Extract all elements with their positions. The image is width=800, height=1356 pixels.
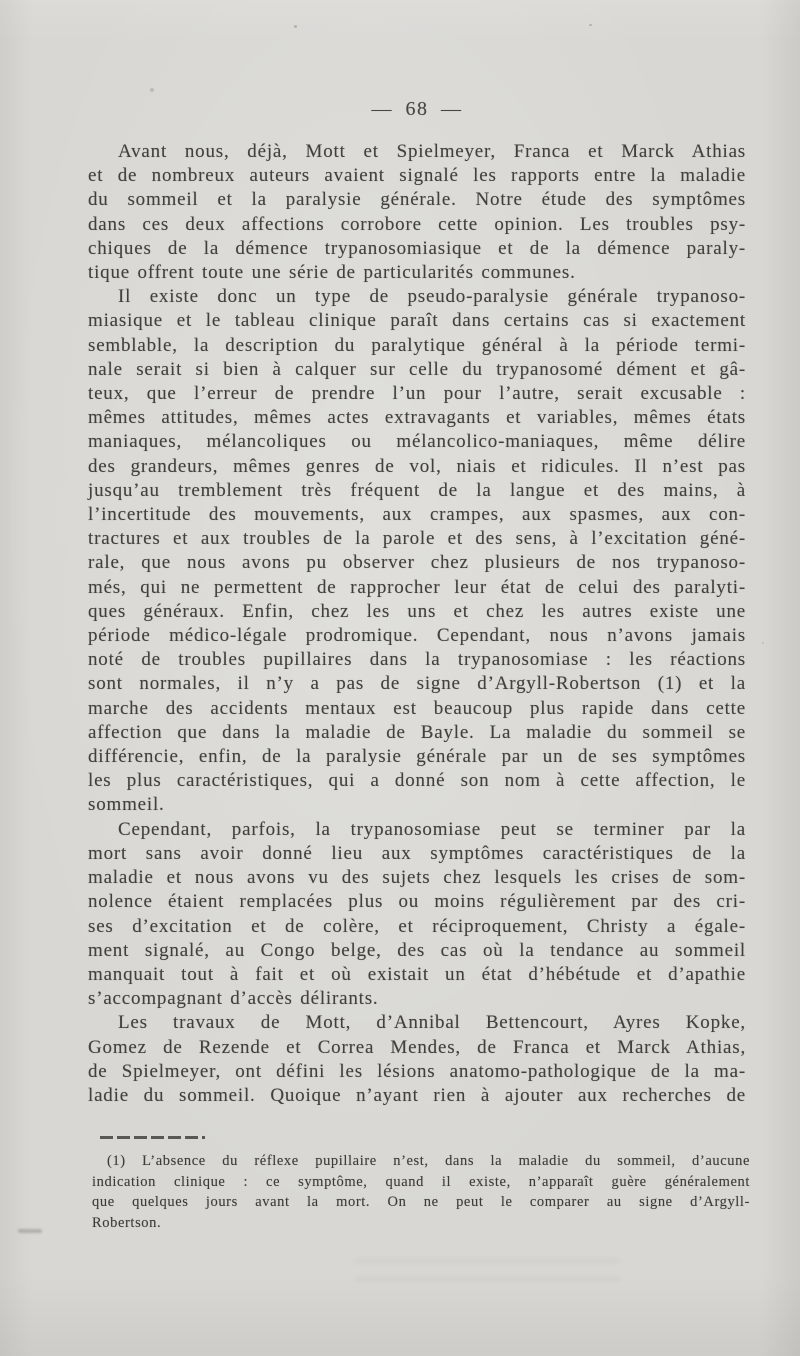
text-line: ment signalé, au Congo belge, des cas où la tendance au sommeil bbox=[88, 939, 746, 961]
text-line: marche des accidents mentaux est beaucoup plus rapide dans cette bbox=[88, 697, 746, 719]
text-line: affection que dans la maladie de Bayle. La maladie du sommeil se bbox=[88, 721, 746, 743]
text-line: tique offrent toute une série de particularités communes. bbox=[88, 262, 576, 284]
paragraph bbox=[88, 140, 746, 285]
text-line: des grandeurs, mêmes genres de vol, niais et ridicules. Il n’est pas bbox=[88, 455, 746, 477]
text-line: maniaques, mélancoliques ou mélancolico-maniaques, même délire bbox=[88, 431, 746, 453]
text-line: du sommeil et la paralysie générale. Notre étude des symptômes bbox=[88, 189, 746, 211]
text-line: ques généraux. Enfin, chez les uns et chez les autres existe une bbox=[88, 600, 746, 622]
text-line: jusqu’au tremblement très fréquent de la langue et des mains, à bbox=[88, 479, 746, 501]
text-line: tractures et aux troubles de la parole et des sens, à l’excitation géné- bbox=[88, 528, 746, 550]
text-line: maladie et nous avons vu des sujets chez lesquels les crises de som- bbox=[88, 867, 746, 889]
text-line: période médico-légale prodromique. Cependant, nous n’avons jamais bbox=[88, 625, 746, 647]
text-line: Cependant, parfois, la trypanosomiase peut se terminer par la bbox=[118, 818, 746, 840]
text-line: ladie du sommeil. Quoique n’ayant rien à ajouter aux recherches de bbox=[88, 1084, 746, 1106]
text-line: nolence étaient remplacées plus ou moins régulièrement par des cri- bbox=[88, 891, 746, 913]
scan-artifact bbox=[294, 25, 297, 28]
text-line: Avant nous, déjà, Mott et Spielmeyer, Franca et Marck Athias bbox=[118, 141, 746, 162]
text-line: sommeil. bbox=[88, 794, 165, 816]
scan-artifact bbox=[150, 88, 154, 92]
text-line: différencie, enfin, de la paralysie générale par un de ses symptômes bbox=[88, 746, 746, 768]
main-text bbox=[88, 140, 746, 1108]
scan-artifact bbox=[18, 1229, 42, 1233]
text-line: manquait tout à fait et où existait un état d’hébétude et d’apathie bbox=[88, 963, 746, 985]
paragraph bbox=[88, 1011, 746, 1108]
footnote-line: Robertson. bbox=[92, 1214, 162, 1231]
text-line: et de nombreux auteurs avaient signalé les rapports entre la maladie bbox=[88, 165, 746, 187]
text-line: Il existe donc un type de pseudo-paralysie générale trypanoso- bbox=[118, 286, 746, 308]
text-line: mêmes attitudes, mêmes actes extravagants et variables, mêmes états bbox=[88, 407, 746, 429]
page-number: — 68 — bbox=[371, 98, 463, 120]
text-line: ses d’excitation et de colère, et réciproquement, Christy a égale- bbox=[88, 915, 746, 937]
text-line: rale, que nous avons pu observer chez plusieurs de nos trypanoso- bbox=[88, 552, 746, 574]
text-line: chiques de la démence trypanosomiasique et de la démence paraly- bbox=[88, 237, 746, 259]
text-line: sont normales, il n’y a pas de signe d’Argyll-Robertson (1) et la bbox=[88, 673, 746, 695]
footnote-line: (1) L’absence du réflexe pupillaire n’est, dans la maladie du sommeil, d’aucune bbox=[107, 1153, 750, 1169]
footnote-separator-rule bbox=[100, 1136, 205, 1139]
text-line: les plus caractéristiques, qui a donné son nom à cette affection, le bbox=[88, 770, 746, 792]
text-line: mort sans avoir donné lieu aux symptômes caractéristiques de la bbox=[88, 842, 746, 864]
scan-artifact bbox=[124, 176, 127, 179]
paragraph bbox=[92, 1151, 750, 1233]
text-line: teux, que l’erreur de prendre l’un pour l’autre, serait excusable : bbox=[88, 383, 746, 405]
text-line: miasique et le tableau clinique paraît dans certains cas si exactement bbox=[88, 310, 746, 332]
text-line: s’accompagnant d’accès délirants. bbox=[88, 988, 379, 1010]
paragraph bbox=[88, 285, 746, 817]
text-line: de Spielmeyer, ont défini les lésions anatomo-pathologique de la ma- bbox=[88, 1060, 746, 1082]
paragraph bbox=[88, 818, 746, 1012]
footnote bbox=[92, 1151, 750, 1233]
footnote-line: indication clinique : ce symptôme, quand il existe, n’apparaît guère généralement bbox=[92, 1173, 750, 1190]
text-line: Les travaux de Mott, d’Annibal Bettencourt, Ayres Kopke, bbox=[118, 1012, 746, 1034]
scan-artifact bbox=[589, 24, 592, 26]
footnote-line: que quelques jours avant la mort. On ne peut le comparer au signe d’Argyll- bbox=[92, 1194, 750, 1211]
text-line: nale serait si bien à calquer sur celle du trypanosomé dément et gâ- bbox=[88, 358, 746, 380]
scan-artifact bbox=[762, 642, 764, 644]
page-showthrough-ghost bbox=[355, 1246, 620, 1282]
text-line: Gomez de Rezende et Correa Mendes, de Franca et Marck Athias, bbox=[88, 1036, 746, 1058]
text-line: noté de troubles pupillaires dans la trypanosomiase : les réactions bbox=[88, 649, 746, 671]
text-line: dans ces deux affections corrobore cette opinion. Les troubles psy- bbox=[88, 213, 746, 235]
text-line: semblable, la description du paralytique général à la période termi- bbox=[88, 334, 746, 356]
text-line: l’incertitude des mouvements, aux crampes, aux spasmes, aux con- bbox=[88, 504, 746, 526]
text-line: més, qui ne permettent de rapprocher leur état de celui des paralyti- bbox=[88, 576, 746, 598]
